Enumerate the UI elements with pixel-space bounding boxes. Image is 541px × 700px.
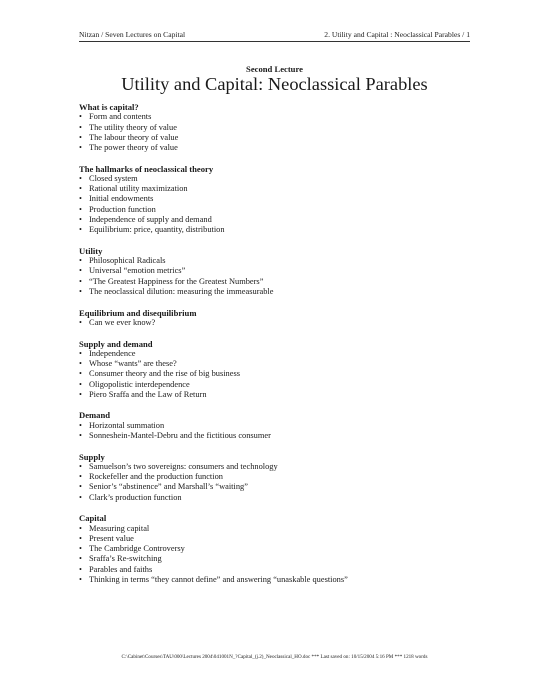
bullet-item <box>79 287 479 297</box>
section-heading: Supply and demand <box>79 338 153 349</box>
header-rule <box>79 41 470 42</box>
bullet-item <box>79 318 479 328</box>
bullet-icon: • <box>79 564 82 574</box>
bullet-text: Senior’s “abstinence” and Marshall’s “waiting” <box>89 482 248 492</box>
bullet-icon: • <box>79 225 82 235</box>
bullet-item <box>79 380 479 390</box>
bullet-text: Form and contents <box>89 112 152 122</box>
bullet-icon: • <box>79 112 82 122</box>
outline-section <box>79 246 479 297</box>
bullet-icon: • <box>79 430 82 440</box>
bullet-item <box>79 133 479 143</box>
bullet-text: Clark’s production function <box>89 492 182 502</box>
bullet-text: The power theory of value <box>89 143 178 153</box>
header-lecture-page: 2. Utility and Capital : Neoclassical Parables / 1 <box>324 30 470 39</box>
running-header <box>79 30 470 39</box>
bullet-item <box>79 143 479 153</box>
section-heading: What is capital? <box>79 102 139 112</box>
bullet-item <box>79 575 479 585</box>
bullet-item <box>79 554 479 564</box>
bullet-item <box>79 205 479 215</box>
bullet-icon: • <box>79 359 82 369</box>
section-heading: Capital <box>79 513 107 524</box>
bullet-icon: • <box>79 132 82 142</box>
bullet-icon: • <box>79 173 82 183</box>
bullet-text: Can we ever know? <box>89 317 156 327</box>
bullet-text: Thinking in terms “they cannot define” and answering “unaskable questions” <box>89 574 348 584</box>
bullet-text: Philosophical Radicals <box>89 256 166 266</box>
document-footer: C:\Cabinet\Courses\TAU\000\Lectures 2004\041001N_?Capital_(j.2)_Neoclassical_HO.doc *** Last saved on: 10/15/2004 5:16 PM *** 1218 words <box>121 654 428 660</box>
bullet-item <box>79 112 479 122</box>
bullet-text: Rockefeller and the production function <box>89 472 223 482</box>
bullet-item <box>79 565 479 575</box>
bullet-item <box>79 524 479 534</box>
outline-section <box>79 308 479 329</box>
bullet-icon: • <box>79 544 82 554</box>
bullet-text: Rational utility maximization <box>89 184 188 194</box>
bullet-text: The labour theory of value <box>89 132 179 142</box>
bullet-item <box>79 390 479 400</box>
bullet-item <box>79 174 479 184</box>
bullet-text: Whose “wants” are these? <box>89 359 177 369</box>
bullet-icon: • <box>79 317 82 327</box>
bullet-text: Independence of supply and demand <box>89 214 212 224</box>
bullet-item <box>79 421 479 431</box>
bullet-icon: • <box>79 554 82 564</box>
bullet-icon: • <box>79 461 82 471</box>
section-heading: Utility <box>79 245 103 256</box>
bullet-text: Oligopolistic interdependence <box>89 379 190 389</box>
bullet-item <box>79 359 479 369</box>
bullet-text: Parables and faiths <box>89 564 153 574</box>
bullet-item <box>79 256 479 266</box>
bullet-text: Samuelson’s two sovereigns: consumers and technology <box>89 461 278 471</box>
bullet-icon: • <box>79 369 82 379</box>
bullet-text: Present value <box>89 533 134 543</box>
bullet-text: The Cambridge Controversy <box>89 544 185 554</box>
bullet-icon: • <box>79 266 82 276</box>
bullet-icon: • <box>79 184 82 194</box>
bullet-text: Production function <box>89 204 156 214</box>
bullet-text: Independence <box>89 348 136 358</box>
bullet-item <box>79 482 479 492</box>
bullet-text: The neoclassical dilution: measuring the immeasurable <box>89 286 274 296</box>
outline-section <box>79 102 479 153</box>
bullet-item <box>79 215 479 225</box>
bullet-icon: • <box>79 420 82 430</box>
outline-section <box>79 513 479 585</box>
page-title: Utility and Capital: Neoclassical Parables <box>121 74 428 94</box>
bullet-text: Consumer theory and the rise of big business <box>89 369 240 379</box>
bullet-icon: • <box>79 276 82 286</box>
bullet-text: Equilibrium: price, quantity, distribution <box>89 225 225 235</box>
outline-content <box>79 102 479 596</box>
bullet-text: Initial endowments <box>89 194 154 204</box>
bullet-text: The utility theory of value <box>89 122 177 132</box>
section-heading: Equilibrium and disequilibrium <box>79 307 197 318</box>
bullet-icon: • <box>79 143 82 153</box>
bullet-item <box>79 277 479 287</box>
bullet-item <box>79 544 479 554</box>
bullet-icon: • <box>79 574 82 584</box>
bullet-icon: • <box>79 214 82 224</box>
bullet-item <box>79 349 479 359</box>
bullet-text: Horizontal summation <box>89 420 165 430</box>
bullet-item <box>79 225 479 235</box>
bullet-text: Measuring capital <box>89 523 150 533</box>
bullet-item <box>79 462 479 472</box>
bullet-icon: • <box>79 194 82 204</box>
bullet-item <box>79 431 479 441</box>
bullet-icon: • <box>79 533 82 543</box>
bullet-icon: • <box>79 204 82 214</box>
bullet-icon: • <box>79 492 82 502</box>
outline-section <box>79 164 479 236</box>
bullet-text: “The Greatest Happiness for the Greatest Numbers” <box>89 276 264 286</box>
bullet-item <box>79 123 479 133</box>
bullet-item <box>79 493 479 503</box>
section-heading: The hallmarks of neoclassical theory <box>79 163 214 174</box>
bullet-text: Sraffa’s Re-switching <box>89 554 162 564</box>
outline-section <box>79 410 479 441</box>
bullet-icon: • <box>79 122 82 132</box>
bullet-item <box>79 266 479 276</box>
outline-section <box>79 452 479 503</box>
bullet-item <box>79 184 479 194</box>
outline-section <box>79 339 479 401</box>
bullet-icon: • <box>79 389 82 399</box>
header-author-title: Nitzan / Seven Lectures on Capital <box>79 30 186 39</box>
bullet-item <box>79 534 479 544</box>
bullet-item <box>79 194 479 204</box>
bullet-text: Sonneshein-Mantel-Debru and the fictitious consumer <box>89 430 271 440</box>
bullet-icon: • <box>79 482 82 492</box>
lecture-label: Second Lecture <box>246 64 303 74</box>
bullet-item <box>79 472 479 482</box>
bullet-item <box>79 369 479 379</box>
bullet-icon: • <box>79 523 82 533</box>
section-heading: Demand <box>79 410 111 421</box>
bullet-icon: • <box>79 348 82 358</box>
bullet-icon: • <box>79 472 82 482</box>
bullet-icon: • <box>79 379 82 389</box>
bullet-text: Closed system <box>89 173 138 183</box>
bullet-icon: • <box>79 256 82 266</box>
section-heading: Supply <box>79 451 105 462</box>
bullet-text: Universal “emotion metrics” <box>89 266 186 276</box>
bullet-icon: • <box>79 286 82 296</box>
bullet-text: Piero Sraffa and the Law of Return <box>89 389 207 399</box>
